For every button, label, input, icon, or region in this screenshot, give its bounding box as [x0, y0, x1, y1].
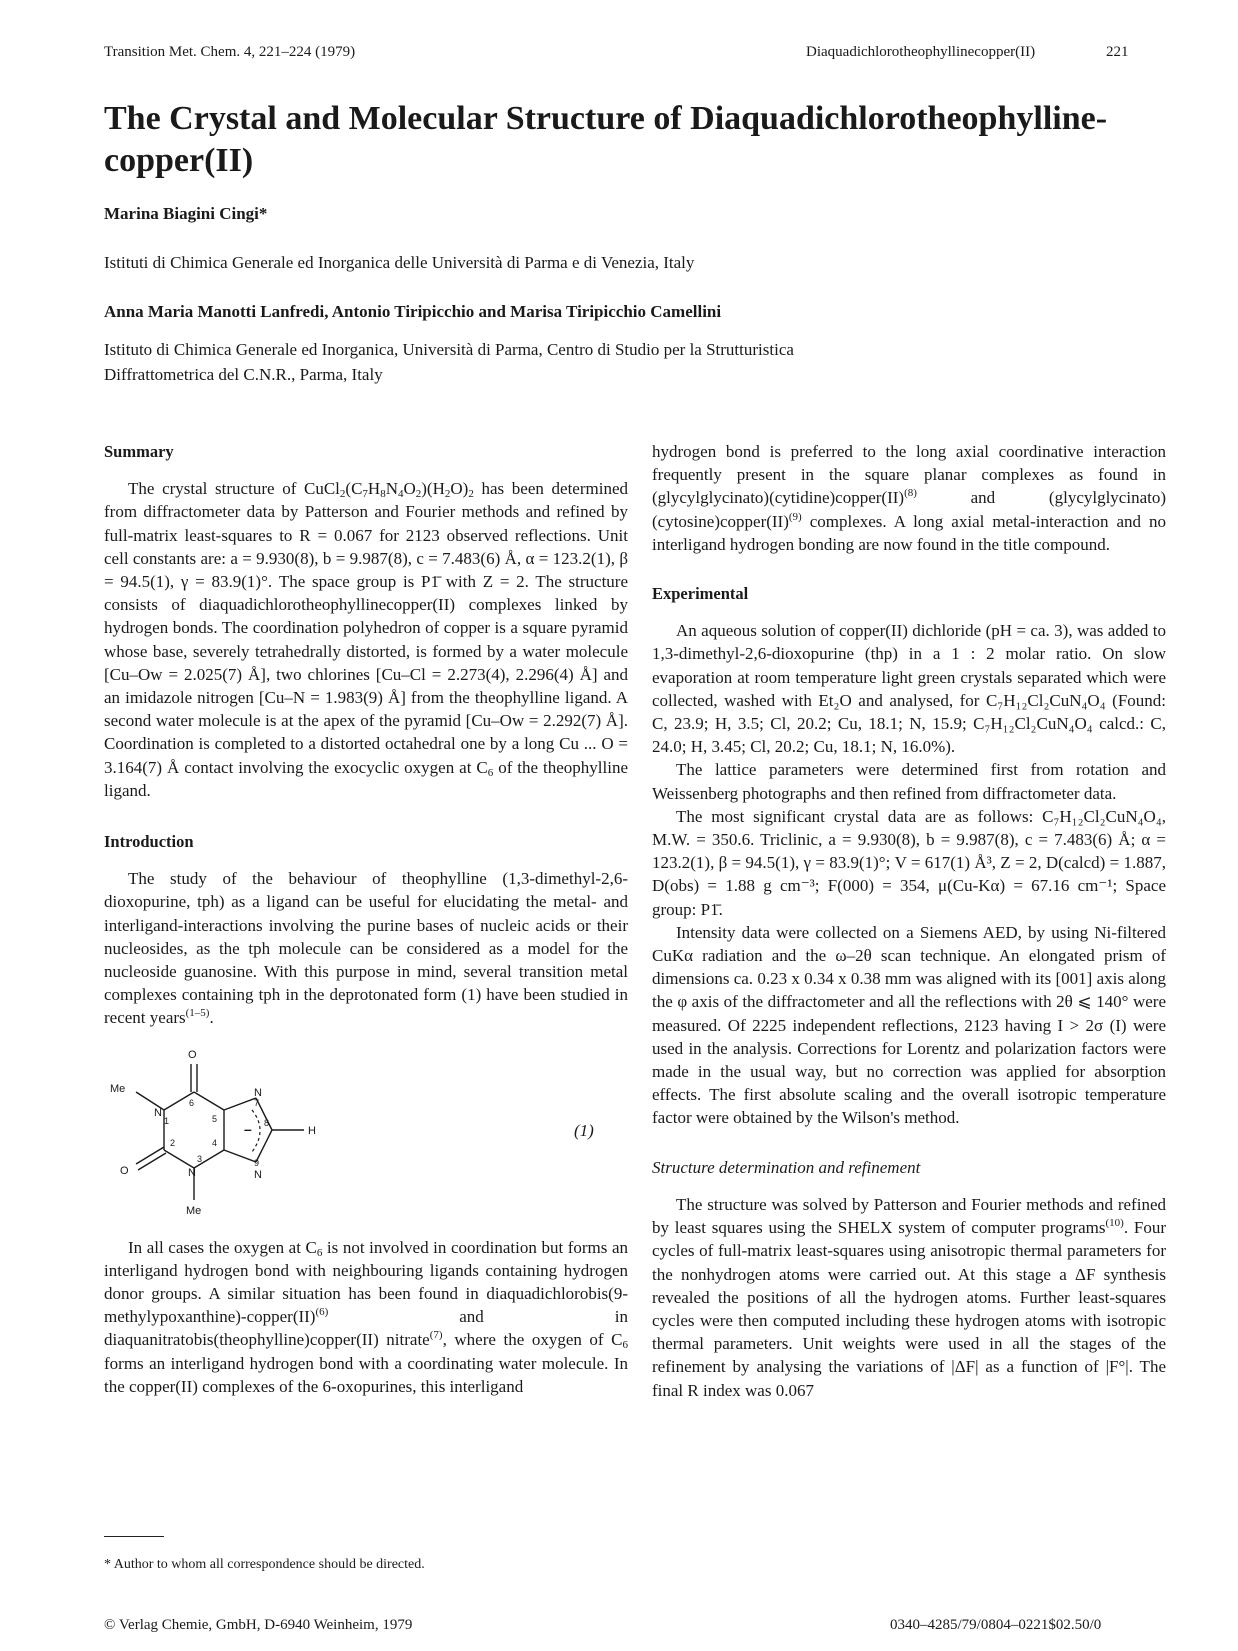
atom-c8-num: 8	[264, 1117, 270, 1128]
author-1: Marina Biagini Cingi*	[104, 204, 268, 223]
left-column	[104, 440, 628, 1398]
experimental-paragraph-4: Intensity data were collected on a Siemens AED, by using Ni-filtered CuKα radiation and the ω–2θ scan technique. An elongated prism of dimensions ca. 0.23 x 0.34 x 0.38 mm was aligned with its [001] axis along the φ axis of the diffractometer and all the reflections with 2θ ⩽ 140° were measured. Of 2225 independent reflections, 2123 having I > 2σ (I) were used in the analysis. Corrections for Lorentz and polarization factors were made in the usual way, but no correction was applied for absorption effects. The first absolute scaling and the overall isotropic temperature factor were obtained by the Wilson's method.	[652, 922, 1166, 1128]
structure-determination-heading: Structure determination and refinement	[652, 1157, 921, 1177]
introduction-paragraph-1: The study of the behaviour of theophylline (1,3-dimethyl-2,6-dioxopurine, tph) as a ligand can be useful for elucidating the metal- and interligand-interactions involving the purine bases of nucleic acids or their nucleosides, as the tph molecule can be considered as a model for the nucleoside guanosine. With this purpose in mind, several transition metal complexes containing tph in the deprotonated form (1) have been studied in recent years$^{(1-5)}$.	[104, 869, 628, 1028]
title-line-1: The Crystal and Molecular Structure of Diaquadichlorotheophylline-	[104, 100, 1108, 137]
atom-n3-num: 3	[197, 1153, 203, 1164]
journal-citation: Transition Met. Chem. 4, 221–224 (1979)	[104, 44, 356, 60]
atom-n1-num: 1	[164, 1115, 170, 1126]
atom-n7: N	[254, 1086, 262, 1099]
affiliation-1: Istituti di Chimica Generale ed Inorganica delle Università di Parma e di Venezia, Italy	[104, 253, 695, 272]
intro-continuation: hydrogen bond is preferred to the long axial coordinative interaction frequently present in the square planar complexes as found in (glycylglycinato)(cytidine)copper(II)$^{(8)}$ and (glycylglycinato)(cytosine)copper(II)$^{(9)}$ complexes. A long axial metal-interaction and no interligand hydrogen bonding are now found in the title compound.	[652, 442, 1167, 554]
summary-heading: Summary	[104, 442, 174, 461]
title-line-2: copper(II)	[104, 142, 254, 179]
article-title	[104, 98, 1144, 182]
negative-charge: –	[244, 1120, 252, 1137]
footnote: * Author to whom all correspondence should be directed.	[104, 1557, 425, 1572]
author-2: Anna Maria Manotti Lanfredi, Antonio Tiripicchio and Marisa Tiripicchio Camellini	[104, 302, 722, 321]
atom-n9-num: 9	[254, 1157, 260, 1168]
atom-c6-num: 6	[189, 1097, 195, 1108]
introduction-paragraph-2: In all cases the oxygen at $C_6$ is not involved in coordination but forms an interligand hydrogen bond with neighbouring ligands containing hydrogen donor groups. A similar situation has been found in diaquadichlorobis(9-methylypoxanthine)-copper(II)$^{(6)}$ and in diaquanitratobis(theophylline)copper(II) nitrate$^{(7)}$, where the oxygen of $C_6$ forms an interligand hydrogen bond with a coordinating water molecule. In the copper(II) complexes of the 6-oxopurines, this interligand	[104, 1237, 629, 1396]
atom-me-bottom: Me	[186, 1204, 202, 1217]
atom-n9: N	[254, 1168, 262, 1181]
experimental-heading: Experimental	[652, 584, 749, 604]
theophylline-structure-figure	[104, 1042, 628, 1222]
atom-n7-num: 7	[254, 1097, 260, 1108]
affiliation-2	[104, 337, 1004, 387]
experimental-paragraph-2: The lattice parameters were determined first from rotation and Weissenberg photographs and then refined from diffractometer data.	[652, 760, 1166, 803]
atom-h: H	[308, 1124, 316, 1137]
atom-o-top: O	[188, 1048, 197, 1061]
atom-me-left: Me	[110, 1082, 126, 1095]
structure-label: (1)	[574, 1120, 594, 1140]
right-column	[652, 440, 1166, 1402]
experimental-paragraph-1: An aqueous solution of copper(II) dichloride (pH = ca. 3), was added to 1,3-dimethyl-2,6-dioxopurine (thp) in a 1 : 2 molar ratio. On slow evaporation at room temperature light green crystals separated which were collected, washed with Et₂O and analysed, for C₇H₁₂Cl₂CuN₄O₄ (Found: C, 23.9; H, 3.5; Cl, 20.2; Cu, 18.1; N, 15.9; C₇H₁₂Cl₂CuN₄O₄ calcd.: C, 24.0; H, 3.45; Cl, 20.2; Cu, 18.1; N, 16.0%).	[652, 621, 1166, 757]
atom-c4-num: 4	[212, 1137, 218, 1148]
affiliation-2-line-2: Diffrattometrica del C.N.R., Parma, Italy	[104, 365, 383, 384]
atom-n1: N	[154, 1106, 162, 1119]
atom-o-left: O	[120, 1164, 129, 1177]
experimental-paragraph-3: The most significant crystal data are as follows: C₇H₁₂Cl₂CuN₄O₄, M.W. = 350.6. Triclinic, a = 9.930(8), b = 9.987(8), c = 7.483(6) Å; α = 123.2(1), β = 94.5(1), γ = 83.9(1)°; V = 617(1) Å³, Z = 2, D(calcd) = 1.887, D(obs) = 1.88 g cm⁻³; F(000) = 354, μ(Cu-Kα) = 67.16 cm⁻¹; Space group: P1̄.	[652, 806, 1166, 919]
article-code: 0340–4285/79/0804–0221$02.50/0	[890, 1617, 1102, 1633]
theophylline-structure-diagram	[104, 1042, 624, 1222]
atom-c2-num: 2	[170, 1137, 176, 1148]
introduction-heading: Introduction	[104, 832, 194, 852]
footnote-rule	[104, 1536, 164, 1537]
structure-determination-paragraph: The structure was solved by Patterson and Fourier methods and refined by least squares using the SHELX system of computer programs$^{(10)}$. Four cycles of full-matrix least-squares using anisotropic thermal parameters for the nonhydrogen atoms were carried out. At this stage a ΔF synthesis revealed the positions of all the hydrogen atoms. Further least-squares cycles were then computed including these hydrogen atoms with isotropic thermal parameters. Unit weights were used in all the stages of the refinement by analysing the variations of |ΔF| as a function of |F°|. The final R index was 0.067	[652, 1194, 1166, 1400]
atom-c5-num: 5	[212, 1113, 218, 1124]
summary-paragraph: The crystal structure of $CuCl_2(C_7H_8N_4O_2)(H_2O)_2$ has been determined from diffractometer data by Patterson and Fourier methods and refined by full-matrix least-squares to R = 0.067 for 2123 observed reflections. Unit cell constants are: a = 9.930(8), b = 9.987(8), c = 7.483(6) Å, α = 123.2(1), β = 94.5(1), γ = 83.9(1)°. The space group is P1̄ with Z = 2. The structure consists of diaquadichlorotheophyllinecopper(II) complexes linked by hydrogen bonds. The coordination polyhedron of copper is a square pyramid whose base, severely tetrahedrally distorted, is formed by a water molecule [Cu–Ow = 2.025(7) Å], two chlorines [Cu–Cl = 2.273(4), 2.296(4) Å] and an imidazole nitrogen [Cu–N = 1.983(9) Å] from the theophylline ligand. A second water molecule is at the apex of the pyramid [Cu–Ow = 2.292(7) Å]. Coordination is completed to a distorted octahedral one by a long Cu ... O = 3.164(7) Å contact involving the exocyclic oxygen at $C_6$ of the theophylline ligand.	[104, 479, 628, 800]
affiliation-2-line-1: Istituto di Chimica Generale ed Inorganica, Università di Parma, Centro di Studio per la Strutturistica	[104, 340, 794, 359]
atom-n3: N	[188, 1166, 196, 1179]
copyright: © Verlag Chemie, GmbH, D-6940 Weinheim, 1979	[104, 1617, 413, 1633]
running-title: Diaquadichlorotheophyllinecopper(II)	[806, 44, 1036, 60]
page-number: 221	[1106, 44, 1129, 60]
